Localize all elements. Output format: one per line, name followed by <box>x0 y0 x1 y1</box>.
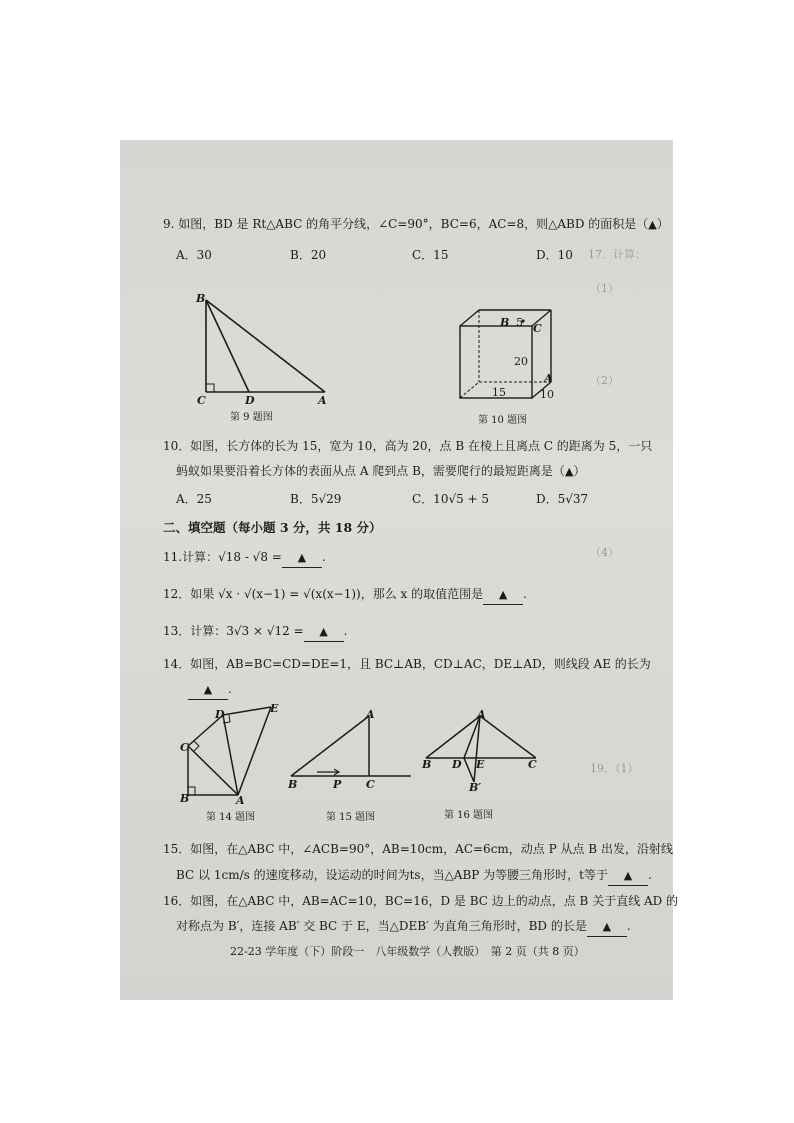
label-e: E <box>270 702 279 715</box>
question-16-line1: 16．如图，在△ABC 中，AB=AC=10，BC=16，D 是 BC 边上的动点，点 B 关于直线 AD 的 <box>163 894 679 908</box>
label-b: B <box>500 316 510 329</box>
label-fifteen: 15 <box>492 386 506 399</box>
figure-caption: 第 16 题图 <box>444 810 494 821</box>
answer-mark: ▲ <box>319 625 328 638</box>
question-10-line1: 10．如图，长方体的长为 15，宽为 10，高为 20，点 B 在棱上且离点 C 的距离为 5，一只 <box>163 439 653 453</box>
option-c: C．10√5 + 5 <box>412 492 490 506</box>
label-five: 5 <box>516 316 523 329</box>
answer-mark: ▲ <box>602 920 612 933</box>
answer-mark: ▲ <box>203 683 213 696</box>
label-d: D <box>215 708 225 721</box>
figure-14 <box>178 703 282 803</box>
option-b: B．20 <box>290 248 327 262</box>
figure-caption: 第 14 题图 <box>206 812 256 823</box>
label-c: C <box>528 758 537 771</box>
label-b: B <box>196 292 206 305</box>
option-a: A．25 <box>176 492 212 506</box>
faint-text: （1） <box>590 282 619 295</box>
answer-mark: ▲ <box>564 465 574 478</box>
option-b: B．5√29 <box>290 492 342 506</box>
question-14-line2: ▲ . <box>188 680 232 700</box>
label-c: C <box>366 778 375 791</box>
question-15-line2: BC 以 1cm/s 的速度移动，设运动的时间为ts，当△ABP 为等腰三角形时，t等于 ▲ . <box>176 866 652 886</box>
figure-15 <box>285 708 413 782</box>
label-d: D <box>245 394 255 407</box>
label-a: A <box>318 394 327 407</box>
figure-10 <box>455 300 565 402</box>
option-d: D．5√37 <box>536 492 589 506</box>
question-16-line2: 对称点为 B′，连接 AB′ 交 BC 于 E，当△DEB′ 为直角三角形时，BD 的长是 ▲ . <box>176 917 631 937</box>
answer-mark: ▲ <box>498 588 508 601</box>
label-b-prime: B′ <box>469 781 482 794</box>
label-c: C <box>180 741 189 754</box>
faint-text: （4） <box>590 546 619 559</box>
figure-16 <box>420 710 544 790</box>
figure-caption: 第 9 题图 <box>230 412 273 423</box>
label-a: A <box>236 794 245 807</box>
label-ten: 10 <box>540 388 554 401</box>
question-11: 11.计算：√18 - √8 = ▲ . <box>163 548 326 568</box>
question-14-line1: 14．如图，AB=BC=CD=DE=1，且 BC⊥AB，CD⊥AC，DE⊥AD，则线段 AE 的长为 <box>163 657 651 671</box>
label-a: A <box>544 372 553 385</box>
faint-text: （2） <box>590 374 619 387</box>
question-9: 9. 如图，BD 是 Rt△ABC 的角平分线，∠C=90°，BC=6，AC=8，则△ABD 的面积是（▲） <box>163 217 669 231</box>
label-c: C <box>197 394 206 407</box>
label-b: B <box>422 758 432 771</box>
label-b: B <box>180 792 190 805</box>
option-d: D．10 <box>536 248 573 262</box>
question-13: 13．计算：3√3 × √12 = ▲ . <box>163 622 347 642</box>
answer-mark: ▲ <box>623 869 633 882</box>
option-c: C．15 <box>412 248 449 262</box>
question-12: 12．如果 √x · √(x−1) = √(x(x−1))，那么 x 的取值范围是 ▲ . <box>163 585 527 605</box>
question-10-line2: 蚂蚁如果要沿着长方体的表面从点 A 爬到点 B，需要爬行的最短距离是（▲） <box>176 464 586 478</box>
figure-9 <box>190 290 340 406</box>
figure-caption: 第 10 题图 <box>478 415 528 426</box>
label-a: A <box>477 708 486 721</box>
answer-mark: ▲ <box>297 551 307 564</box>
answer-mark: ▲ <box>648 218 657 231</box>
label-b: B <box>288 778 298 791</box>
faint-text: 17．计算： <box>588 248 646 261</box>
label-twenty: 20 <box>514 355 528 368</box>
question-text: 9. 如图，BD 是 Rt△ABC 的角平分线，∠C=90°，BC=6，AC=8，则△ABD 的面积是（ <box>163 217 649 231</box>
option-a: A．30 <box>176 248 212 262</box>
label-c: C <box>533 322 542 335</box>
label-e: E <box>476 758 485 771</box>
figure-caption: 第 15 题图 <box>326 812 376 823</box>
label-p: P <box>333 778 342 791</box>
page-footer: 22-23 学年度（下）阶段一 八年级数学（人教版） 第 2 页（共 8 页） <box>230 945 585 958</box>
section-heading: 二、填空题（每小题 3 分，共 18 分） <box>163 520 382 535</box>
faint-text: 19．（1） <box>590 762 639 775</box>
label-a: A <box>366 708 375 721</box>
question-15-line1: 15．如图，在△ABC 中，∠ACB=90°，AB=10cm，AC=6cm，动点 P 从点 B 出发，沿射线 <box>163 842 673 856</box>
label-d: D <box>452 758 462 771</box>
